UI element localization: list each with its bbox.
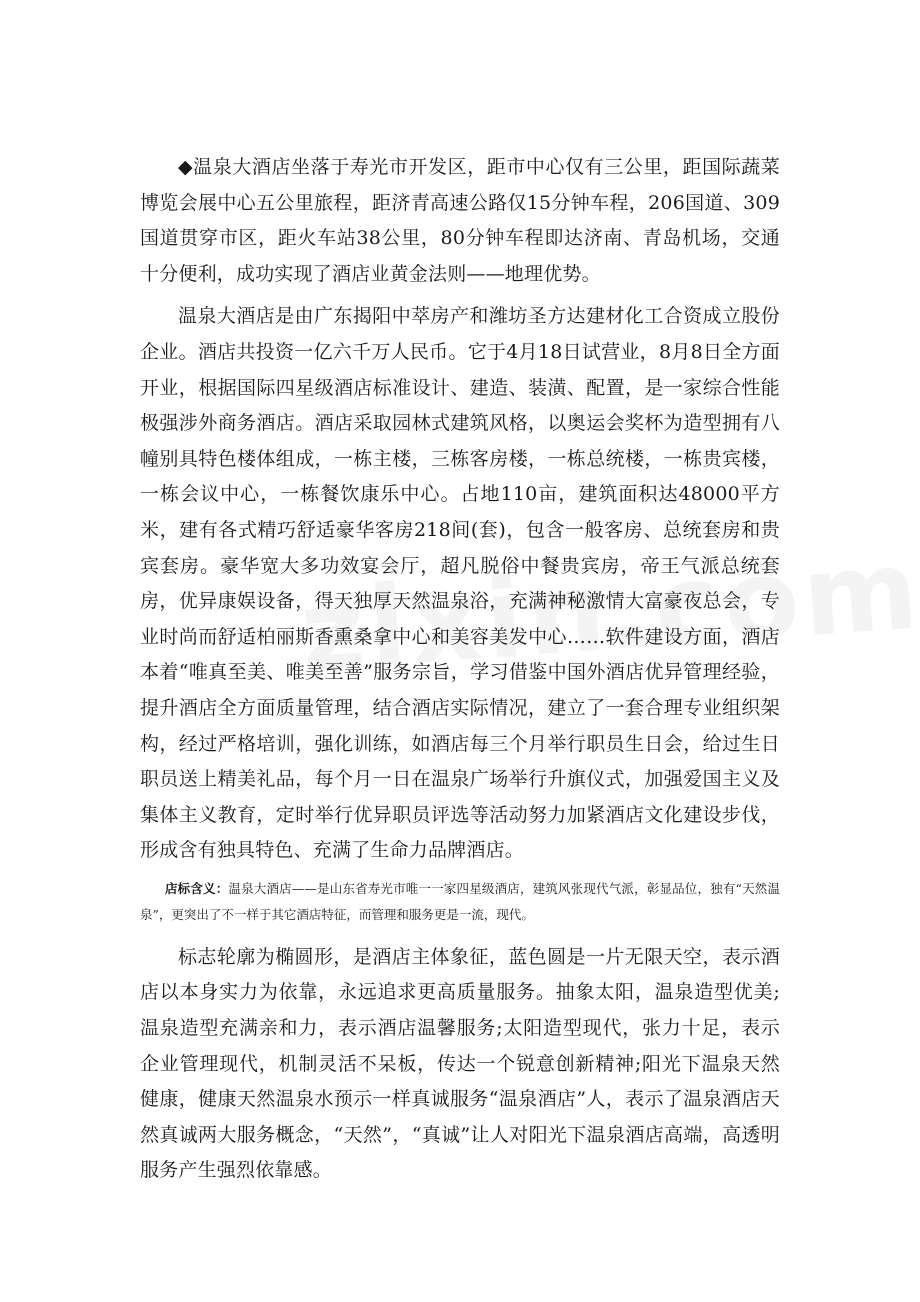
paragraph-logo-description: 标志轮廓为椭圆形，是酒店主体象征，蓝色圆是一片无限天空，表示酒店以本身实力为依靠，永远追求更高质量服务。抽象太阳，温泉造型优美;温泉造型充满亲和力，表示酒店温馨服务;太阳造型现代，张力十足，表示企业管理现代，机制灵活不呆板，传达一个锐意创新精神;阳光下温泉天然健康，健康天然温泉水预示一样真诚服务“温泉酒店”人，表示了温泉酒店天然真诚两大服务概念，“天然”，“真诚”让人对阳光下温泉酒店高端，高透明服务产生强烈依靠感。 — [140, 945, 780, 1182]
paragraph-introduction: 温泉大酒店是由广东揭阳中萃房产和潍坊圣方达建材化工合资成立股份企业。酒店共投资一亿六千万人民币。它于4月18日试营业，8月8日全方面开业，根据国际四星级酒店标准设计、建造、装潢、配置，是一家综合性能极强涉外商务酒店。酒店采取园林式建筑风格，以奥运会奖杯为造型拥有八幢别具特色楼体组成，一栋主楼，三栋客房楼，一栋总统楼，一栋贵宾楼，一栋会议中心，一栋餐饮康乐中心。占地110亩，建筑面积达48000平方米，建有各式精巧舒适豪华客房218间(套)，包含一般客房、总统套房和贵宾套房。豪华宽大多功效宴会厅，超凡脱俗中餐贵宾房，帝王气派总统套房，优异康娱设备，得天独厚天然温泉浴，充满神秘激情大富豪夜总会，专业时尚而舒适柏丽斯香熏桑拿中心和美容美发中心……软件建设方面，酒店本着“唯真至美、唯美至善”服务宗旨，学习借鉴中国外酒店优异管理经验，提升酒店全方面质量管理，结合酒店实际情况，建立了一套合理专业组织架构，经过严格培训，强化训练，如酒店每三个月举行职员生日会，给过生日职员送上精美礼品，每个月一日在温泉广场举行升旗仪式，加强爱国主义及集体主义教育，定时举行优异职员评选等活动努力加紧酒店文化建设步伐，形成含有独具特色、充满了生命力品牌酒店。 — [140, 305, 780, 862]
logo-meaning-text: 温泉大酒店——是山东省寿光市唯一一家四星级酒店，建筑风张现代气派，彰显品位，独有“天然温泉”，更突出了不一样于其它酒店特征，而管理和服务更是一流，现代。 — [140, 880, 780, 922]
document-body — [140, 150, 780, 1196]
logo-meaning-label: 店标含义： — [165, 880, 229, 896]
paragraph-location: ◆温泉大酒店坐落于寿光市开发区，距市中心仅有三公里，距国际蔬菜博览会展中心五公里旅程，距济青高速公路仅15分钟车程，206国道、309国道贯穿市区，距火车站38公里，80分钟车程即达济南、青岛机场，交通十分便利，成功实现了酒店业黄金法则——地理优势。 — [140, 156, 780, 285]
logo-meaning-note — [140, 876, 780, 928]
